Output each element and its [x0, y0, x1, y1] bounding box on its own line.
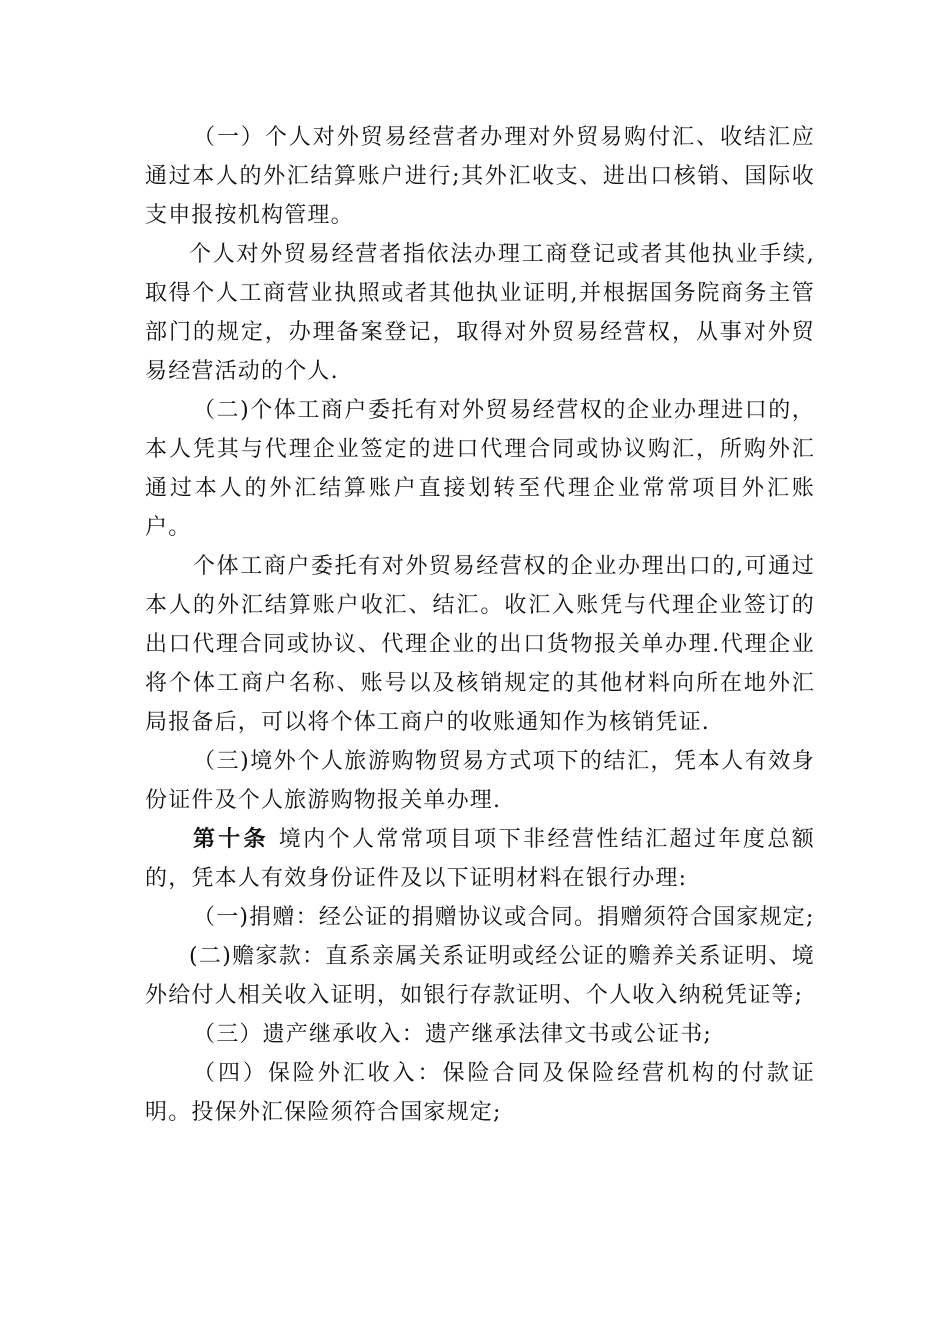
paragraph-3: （二)个体工商户委托有对外贸易经营权的企业办理进口的，本人凭其与代理企业签定的进口代理合同或协议购汇，所购外汇通过本人的外汇结算账户直接划转至代理企业常常项目外汇账户。 — [145, 398, 815, 540]
document-body — [145, 118, 815, 1132]
paragraph-8: (二)赡家款：直系亲属关系证明或经公证的赡养关系证明、境外给付人相关收入证明，如银行存款证明、个人收入纳税凭证等; — [145, 944, 815, 1008]
article-text: 境内个人常常项目项下非经营性结汇超过年度总额的，凭本人有效身份证件及以下证明材料在银行办理: — [145, 827, 815, 891]
paragraph-7: （一)捐赠：经公证的捐赠协议或合同。捐赠须符合国家规定; — [193, 905, 815, 930]
paragraph-1: （一）个人对外贸易经营者办理对外贸易购付汇、收结汇应通过本人的外汇结算账户进行;其外汇收支、进出口核销、国际收支申报按机构管理。 — [145, 125, 815, 228]
paragraph-4: 个体工商户委托有对外贸易经营权的企业办理出口的,可通过本人的外汇结算账户收汇、结汇。收汇入账凭与代理企业签订的出口代理合同或协议、代理企业的出口货物报关单办理.代理企业将个体工商户名称、账号以及核销规定的其他材料向所在地外汇局报备后，可以将个体工商户的收账通知作为核销凭证. — [145, 554, 815, 735]
paragraph-5: （三)境外个人旅游购物贸易方式项下的结汇，凭本人有效身份证件及个人旅游购物报关单办理. — [145, 749, 815, 813]
article-heading: 第十条 — [193, 827, 269, 852]
paragraph-9: （三）遗产继承收入：遗产继承法律文书或公证书; — [193, 1022, 713, 1047]
paragraph-2: 个人对外贸易经营者指依法办理工商登记或者其他执业手续,取得个人工商营业执照或者其他执业证明,并根据国务院商务主管部门的规定，办理备案登记，取得对外贸易经营权，从事对外贸易经营活动的个人. — [145, 242, 815, 384]
paragraph-6 — [145, 820, 815, 898]
paragraph-10: （四）保险外汇收入：保险合同及保险经营机构的付款证明。投保外汇保险须符合国家规定; — [145, 1061, 815, 1125]
